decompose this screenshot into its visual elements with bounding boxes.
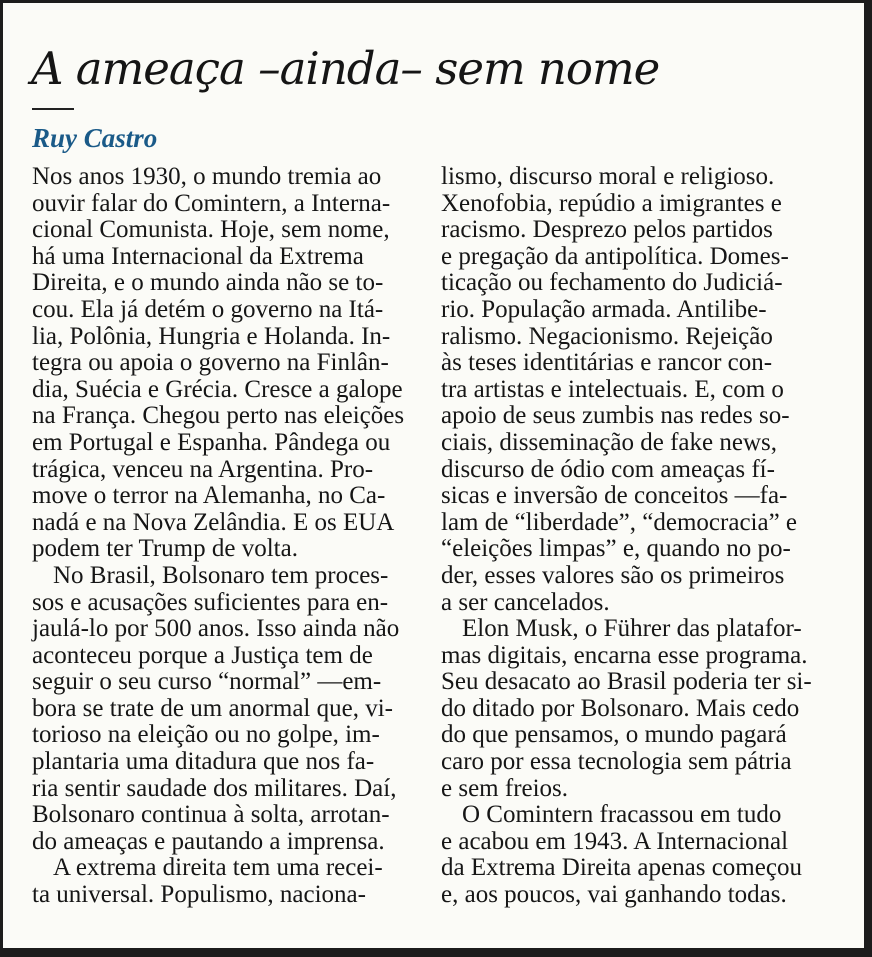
text-line: bora se trate de um anormal que, vi- <box>32 694 393 722</box>
text-line: tra artistas e intelectuais. E, com o <box>441 375 784 403</box>
text-line: rio. População armada. Antilibe- <box>441 295 767 323</box>
text-line: Direita, e o mundo ainda não se to- <box>32 269 384 297</box>
text-line: ta universal. Populismo, naciona- <box>32 881 366 909</box>
text-line: cou. Ela já detém o governo na Itá- <box>32 295 384 323</box>
text-line: mas digitais, encarna esse programa. <box>441 641 808 669</box>
text-line: seguir o seu curso “normal” —em- <box>32 668 382 696</box>
text-line: plantaria uma ditadura que nos fa- <box>32 748 375 776</box>
text-line: do que pensamos, o mundo pagará <box>441 721 787 749</box>
text-line: Seu desacato ao Brasil poderia ter si- <box>441 668 812 696</box>
text-line: dia, Suécia e Grécia. Cresce a galope <box>32 375 403 403</box>
text-line: do ameaças e pautando a imprensa. <box>32 827 385 855</box>
text-line: ciais, disseminação de fake news, <box>441 428 777 456</box>
text-line: nadá e na Nova Zelândia. E os EUA <box>32 508 395 536</box>
text-line: ticação ou fechamento do Judiciá- <box>441 269 783 297</box>
text-line: lam de “liberdade”, “democracia” e <box>441 508 798 536</box>
text-line: às teses identitárias e rancor con- <box>441 349 773 377</box>
text-line: sicas e inversão de conceitos —fa- <box>441 482 788 510</box>
title-divider <box>32 108 74 110</box>
text-line: Xenofobia, repúdio a imigrantes e <box>441 189 782 217</box>
text-line: e acabou em 1943. A Internacional <box>441 827 789 855</box>
text-line: na França. Chegou perto nas eleições <box>32 402 405 430</box>
paragraph-start-line: A extrema direita tem uma recei- <box>53 854 383 882</box>
text-line: move o terror na Alemanha, no Ca- <box>32 482 386 510</box>
text-line: lismo, discurso moral e religioso. <box>441 163 775 190</box>
text-line: ria sentir saudade dos militares. Daí, <box>32 774 397 802</box>
text-line: a ser cancelados. <box>441 588 610 616</box>
text-line: cional Comunista. Hoje, sem nome, <box>32 216 390 244</box>
text-line: e sem freios. <box>441 774 569 802</box>
article-title: A ameaça –ainda– sem nome <box>31 42 660 95</box>
text-line: em Portugal e Espanha. Pândega ou <box>32 428 391 456</box>
text-line: ouvir falar do Comintern, a Interna- <box>32 189 391 217</box>
author-byline: Ruy Castro <box>32 123 158 153</box>
paragraph-start-line: Elon Musk, o Führer das platafor- <box>462 615 802 643</box>
text-line: podem ter Trump de volta. <box>32 535 298 563</box>
text-line: há uma Internacional da Extrema <box>32 242 364 270</box>
text-line: Bolsonaro continua à solta, arrotan- <box>32 801 390 829</box>
text-line: e, aos poucos, vai ganhando todas. <box>441 881 787 909</box>
text-line: apoio de seus zumbis nas redes so- <box>441 402 790 430</box>
text-line: Nos anos 1930, o mundo tremia ao <box>32 163 382 190</box>
text-line: lia, Polônia, Hungria e Holanda. In- <box>32 322 391 350</box>
text-line: aconteceu porque a Justiça tem de <box>32 641 373 669</box>
text-line: racismo. Desprezo pelos partidos <box>441 216 773 244</box>
right-text-column <box>441 164 825 909</box>
text-line: jaulá-lo por 500 anos. Isso ainda não <box>32 615 400 643</box>
paragraph-start-line: No Brasil, Bolsonaro tem proces- <box>53 561 389 589</box>
text-line: da Extrema Direita apenas começou <box>441 854 802 882</box>
text-line: tegra ou apoia o governo na Finlân- <box>32 349 389 377</box>
text-line: ralismo. Negacionismo. Rejeição <box>441 322 773 350</box>
newspaper-column-page <box>3 3 864 948</box>
text-line: e pregação da antipolítica. Domes- <box>441 242 789 270</box>
paragraph-start-line: O Comintern fracassou em tudo <box>462 801 782 829</box>
text-line: “eleições limpas” e, quando no po- <box>441 535 791 563</box>
text-line: sos e acusações suficientes para en- <box>32 588 389 616</box>
text-line: torioso na eleição ou no golpe, im- <box>32 721 380 749</box>
text-line: do ditado por Bolsonaro. Mais cedo <box>441 694 800 722</box>
left-text-column <box>32 164 416 909</box>
text-line: discurso de ódio com ameaças fí- <box>441 455 775 483</box>
text-line: trágica, venceu na Argentina. Pro- <box>32 455 374 483</box>
text-line: der, esses valores são os primeiros <box>441 561 785 589</box>
text-line: caro por essa tecnologia sem pátria <box>441 748 792 776</box>
